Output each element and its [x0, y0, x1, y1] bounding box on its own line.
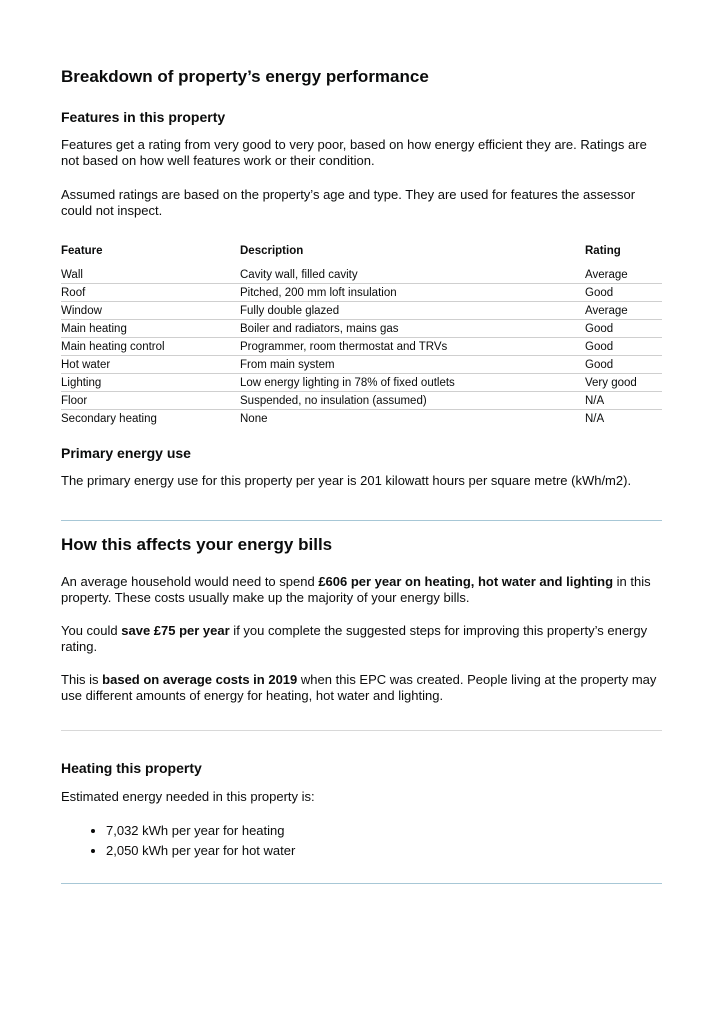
- rating-cell: Good: [585, 338, 662, 356]
- features-heading: Features in this property: [61, 109, 226, 125]
- rating-cell: N/A: [585, 392, 662, 410]
- column-header-feature: Feature: [61, 245, 103, 257]
- rating-cell: Very good: [585, 374, 662, 392]
- rating-cell: N/A: [585, 412, 605, 425]
- rating-cell: Good: [585, 284, 662, 302]
- description-cell: Low energy lighting in 78% of fixed outlets: [240, 374, 585, 392]
- description-cell: Cavity wall, filled cavity: [240, 266, 585, 284]
- assumed-ratings-paragraph: Assumed ratings are based on the property’s age and type. They are used for features the assessor could not inspect.: [61, 187, 636, 218]
- rating-cell: Good: [585, 320, 662, 338]
- costs-basis-highlight: based on average costs in 2019: [102, 672, 298, 687]
- feature-cell: Lighting: [61, 374, 240, 392]
- feature-cell: Hot water: [61, 356, 240, 374]
- section-divider: [61, 520, 662, 521]
- text-segment: if you complete the suggested steps for improving this property’s energy rating.: [61, 623, 648, 654]
- description-cell: Pitched, 200 mm loft insulation: [240, 284, 585, 302]
- energy-needed-list: [89, 821, 295, 861]
- table-row: [61, 266, 662, 284]
- text-segment: in this property. These costs usually make up the majority of your energy bills.: [61, 574, 651, 605]
- column-header-description: Description: [240, 245, 304, 257]
- table-row: [61, 392, 662, 410]
- rating-cell: Average: [585, 302, 662, 320]
- feature-cell: Window: [61, 302, 240, 320]
- primary-energy-text: The primary energy use for this property per year is 201 kilowatt hours per square metre (kWh/m2).: [61, 473, 632, 488]
- feature-cell: Wall: [61, 266, 240, 284]
- section-divider: [61, 883, 662, 884]
- features-table: [61, 241, 662, 427]
- description-cell: From main system: [240, 356, 585, 374]
- table-row: [61, 338, 662, 356]
- saving-highlight: save £75 per year: [121, 623, 230, 638]
- feature-cell: Secondary heating: [61, 412, 157, 425]
- table-row: [61, 302, 662, 320]
- average-cost-highlight: £606 per year on heating, hot water and lighting: [318, 574, 614, 589]
- heating-intro: Estimated energy needed in this property is:: [61, 789, 315, 804]
- feature-cell: Main heating: [61, 320, 240, 338]
- text-segment: You could: [61, 623, 122, 638]
- section-divider: [61, 730, 662, 731]
- feature-cell: Roof: [61, 284, 240, 302]
- table-row: [61, 284, 662, 302]
- bills-average-paragraph: [61, 574, 662, 606]
- heating-heading: Heating this property: [61, 760, 202, 776]
- table-row: [61, 320, 662, 338]
- description-cell: Suspended, no insulation (assumed): [240, 392, 585, 410]
- primary-energy-heading: Primary energy use: [61, 445, 191, 461]
- feature-cell: Floor: [61, 392, 240, 410]
- bills-saving-paragraph: [61, 623, 662, 655]
- description-cell: None: [240, 412, 268, 425]
- rating-cell: Good: [585, 356, 662, 374]
- features-intro-paragraph: Features get a rating from very good to very poor, based on how energy efficient they are. Ratings are not based on how well features work or their condition.: [61, 137, 647, 168]
- bills-heading: How this affects your energy bills: [61, 535, 333, 554]
- feature-cell: Main heating control: [61, 338, 240, 356]
- list-item: • 2,050 kWh per year for hot water: [106, 841, 295, 861]
- list-item: • 7,032 kWh per year for heating: [106, 821, 295, 841]
- page-title: Breakdown of property’s energy performance: [61, 67, 429, 86]
- description-cell: Programmer, room thermostat and TRVs: [240, 338, 585, 356]
- text-segment: An average household would need to spend: [61, 574, 319, 589]
- bills-costs-basis-paragraph: [61, 672, 662, 704]
- table-row: [61, 410, 662, 428]
- table-header-row: [61, 241, 662, 266]
- description-cell: Fully double glazed: [240, 302, 585, 320]
- description-cell: Boiler and radiators, mains gas: [240, 320, 585, 338]
- table-row: [61, 356, 662, 374]
- text-segment: This is: [61, 672, 103, 687]
- column-header-rating: Rating: [585, 245, 621, 257]
- table-row: [61, 374, 662, 392]
- rating-cell: Average: [585, 266, 662, 284]
- text-segment: when this EPC was created. People living at the property may use different amounts of energy for heating, hot water and lighting.: [61, 672, 657, 703]
